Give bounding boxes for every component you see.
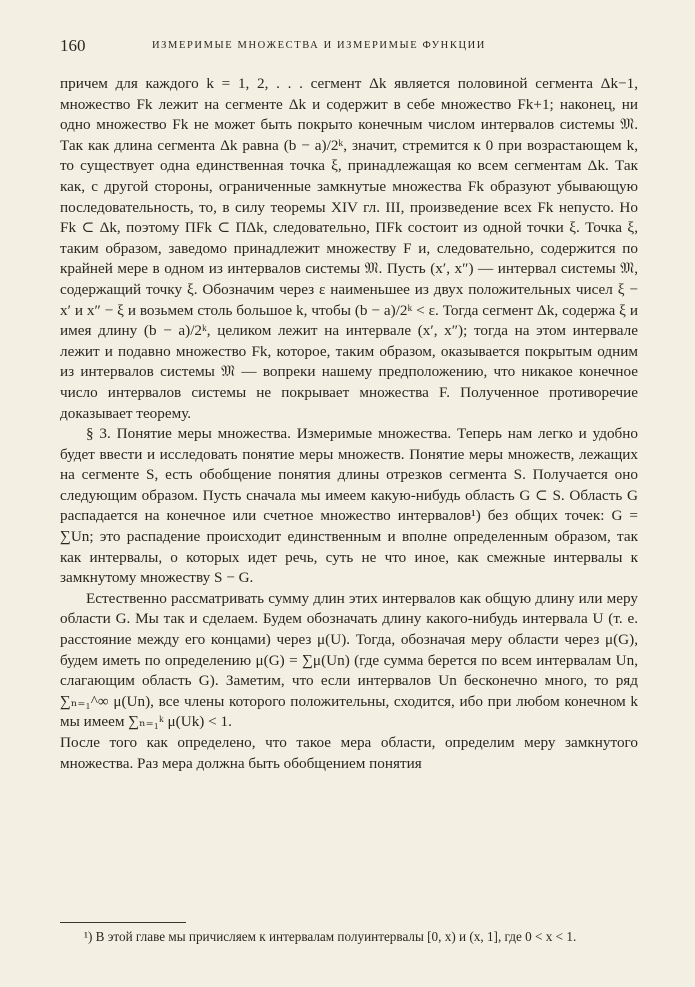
footnote-divider bbox=[60, 922, 186, 923]
main-text bbox=[60, 74, 638, 774]
paragraph-section-3: § 3. Понятие меры множества. Измеримые множества. Теперь нам легко и удобно будет ввести и исследовать понятие меры множеств. Понятие меры множеств, лежащих на сегменте S, есть обобщение понятия длины отрезков сегмента S. Получается оно следующим образом. Пусть сначала мы имеем какую-нибудь область G ⊂ S. Область G распадается на конечное или счетное множество интервалов¹) без общих точек: G = ∑Un; это распадение происходит единственным и вполне определенным образом, так как интервалы, о которых идет речь, суть не что иное, как смежные интервалы к замкнутому множеству S − G. bbox=[60, 425, 638, 587]
page-number: 160 bbox=[60, 36, 86, 55]
footnote: ¹) В этой главе мы причисляем к интервалам полуинтервалы [0, x) и (x, 1], где 0 < x < 1. bbox=[84, 929, 577, 944]
paragraph-measure-of-region: Естественно рассматривать сумму длин этих интервалов как общую длину или меру области G. Мы так и сделаем. Будем обозначать длину какого-нибудь интервала U (т. е. расстояние между его концами) через μ(U). Тогда, обозначая меру области через μ(G), будем иметь по определению μ(G) = ∑μ(Un) (где сумма берется по всем интервалам Un, слагающим область G). Заметим, что если интервалов Un бесконечно много, то ряд ∑ₙ₌₁^∞ μ(Un), все члены которого положительны, сходится, ибо при любом конечном k мы имеем ∑ₙ₌₁ᵏ μ(Uk) < 1. bbox=[60, 589, 638, 731]
running-title: ИЗМЕРИМЫЕ МНОЖЕСТВА И ИЗМЕРИМЫЕ ФУНКЦИИ bbox=[152, 40, 486, 51]
page-header bbox=[60, 34, 640, 56]
paragraph-closed-set-measure: После того как определено, что такое мера области, определим меру замкнутого множества. Раз мера должна быть обобщением понятия bbox=[60, 734, 638, 772]
paragraph-proof-end: причем для каждого k = 1, 2, . . . сегмент Δk является половиной сегмента Δk−1, множество Fk лежит на сегменте Δk и содержит в себе множество Fk+1; наконец, ни одно множество Fk не может быть покрыто конечным числом интервалов системы 𝔐. Так как длина сегмента Δk равна (b − a)/2ᵏ, значит, стремится к 0 при возрастающем k, то существует одна единственная точка ξ, принадлежащая ко всем сегментам Δk. Так как, с другой стороны, ограниченные замкнутые множества Fk образуют убывающую последовательность, то, в силу теоремы XIV гл. III, произведение всех Fk непусто. Но Fk ⊂ Δk, поэтому ΠFk ⊂ ΠΔk, следовательно, ΠFk состоит из одной точки ξ. Точка ξ, таким образом, заведомо принадлежит множеству F и, следовательно, содержится по крайней мере в одном из интервалов системы 𝔐. Пусть (x′, x″) — интервал системы 𝔐, содержащий точку ξ. Обозначим через ε наименьшее из двух положительных чисел ξ − x′ и x″ − ξ и возьмем столь большое k, чтобы (b − a)/2ᵏ < ε. Тогда сегмент Δk, содержа ξ и имея длину (b − a)/2ᵏ, целиком лежит на интервале (x′, x″); тогда на этом интервале лежит и подавно множество Fk, которое, таким образом, оказывается покрытым одним из интервалов системы 𝔐 — вопреки нашему предположению, что никакое конечное число интервалов системы не покрывает множества F. Полученное противоречие доказывает теорему. bbox=[60, 75, 638, 422]
